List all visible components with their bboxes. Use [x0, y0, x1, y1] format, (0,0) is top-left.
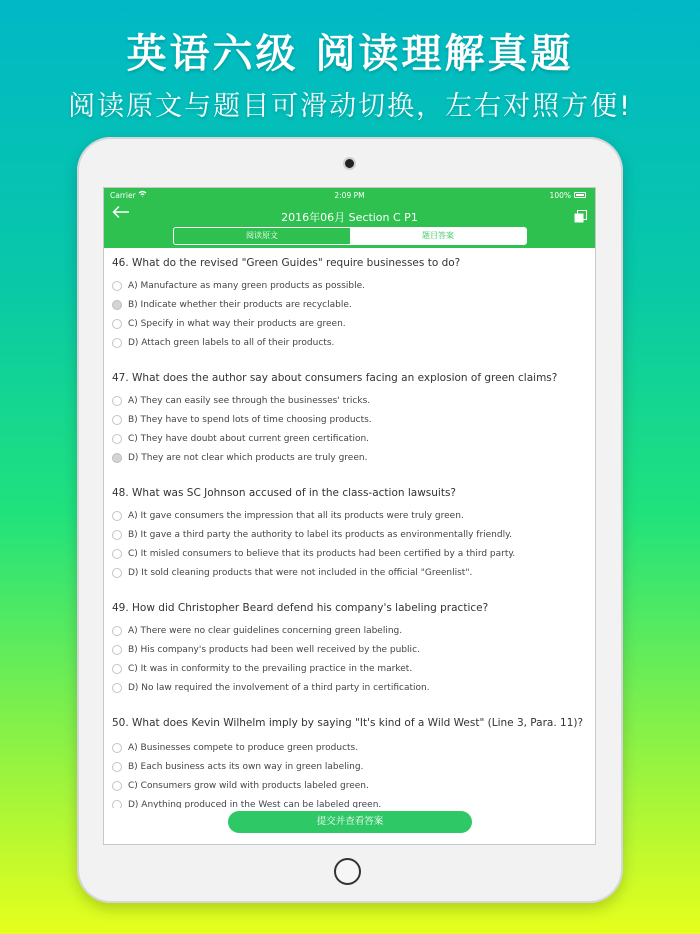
submit-answers-button[interactable]: 提交并查看答案 — [228, 811, 472, 833]
option-text: D) It sold cleaning products that were not included in the official "Greenlist". — [128, 568, 473, 578]
radio-button[interactable] — [112, 664, 122, 674]
home-button[interactable] — [334, 858, 361, 885]
nav-title: 2016年06月 Section C P1 — [281, 211, 418, 224]
option-text: B) They have to spend lots of time choosing products. — [128, 415, 372, 425]
tablet-frame — [77, 137, 623, 903]
radio-button[interactable] — [112, 549, 122, 559]
radio-button[interactable] — [112, 626, 122, 636]
radio-button[interactable] — [112, 743, 122, 753]
option-text: A) Manufacture as many green products as possible. — [128, 281, 366, 291]
radio-button[interactable] — [112, 781, 122, 791]
radio-button[interactable] — [112, 281, 122, 291]
option-text: C) They have doubt about current green certification. — [128, 434, 370, 444]
radio-button[interactable] — [112, 800, 122, 808]
carrier-label: Carrier — [110, 191, 136, 200]
questions-list — [104, 248, 595, 808]
option-text: D) Attach green labels to all of their products. — [128, 338, 335, 348]
promo-subline: 阅读原文与题目可滑动切换，左右对照方便! — [68, 91, 632, 122]
battery-icon — [574, 192, 586, 198]
bottom-bar — [104, 808, 595, 844]
segmented-control — [173, 227, 527, 245]
app-screen — [104, 188, 595, 844]
app-header — [104, 188, 595, 248]
option-text: C) Specify in what way their products are green. — [128, 319, 346, 329]
status-bar — [104, 188, 595, 202]
radio-button[interactable] — [112, 645, 122, 655]
promo-headline: 英语六级 阅读理解真题 — [126, 31, 574, 77]
question-title: 48. What was SC Johnson accused of in the class-action lawsuits? — [112, 487, 457, 499]
radio-button[interactable] — [112, 530, 122, 540]
option-text: A) There were no clear guidelines concerning green labeling. — [128, 626, 403, 636]
radio-button[interactable] — [112, 396, 122, 406]
battery-percent: 100% — [549, 191, 571, 200]
option-text: B) His company's products had been well received by the public. — [128, 645, 420, 655]
option-text: D) Anything produced in the West can be labeled green. — [128, 800, 382, 808]
radio-button[interactable] — [112, 683, 122, 693]
radio-button-selected[interactable] — [112, 300, 122, 310]
copy-icon[interactable] — [574, 208, 587, 221]
option-text: D) No law required the involvement of a third party in certification. — [128, 683, 430, 693]
status-time: 2:09 PM — [334, 191, 365, 200]
radio-button[interactable] — [112, 338, 122, 348]
option-text: B) It gave a third party the authority to label its products as environmentally friendly. — [128, 530, 512, 540]
radio-button[interactable] — [112, 319, 122, 329]
question-title: 50. What does Kevin Wilhelm imply by saying "It's kind of a Wild West" (Line 3, Para. 11)? — [112, 717, 584, 729]
option-text: C) It was in conformity to the prevailing practice in the market. — [128, 664, 413, 674]
option-text: B) Indicate whether their products are recyclable. — [128, 300, 352, 310]
option-text: C) It misled consumers to believe that its products had been certified by a third party. — [128, 549, 516, 559]
radio-button[interactable] — [112, 762, 122, 772]
option-text: A) It gave consumers the impression that all its products were truly green. — [128, 511, 464, 521]
tab-reading-text[interactable]: 阅读原文 — [174, 228, 350, 244]
camera-icon — [345, 159, 354, 168]
option-text: C) Consumers grow wild with products labeled green. — [128, 781, 369, 791]
question-title: 47. What does the author say about consumers facing an explosion of green claims? — [112, 372, 558, 384]
radio-button-selected[interactable] — [112, 453, 122, 463]
radio-button[interactable] — [112, 434, 122, 444]
radio-button[interactable] — [112, 568, 122, 578]
question-title: 46. What do the revised "Green Guides" require businesses to do? — [112, 257, 461, 269]
option-text: D) They are not clear which products are truly green. — [128, 453, 368, 463]
radio-button[interactable] — [112, 511, 122, 521]
option-text: B) Each business acts its own way in green labeling. — [128, 762, 364, 772]
radio-button[interactable] — [112, 415, 122, 425]
question-title: 49. How did Christopher Beard defend his company's labeling practice? — [112, 602, 489, 614]
tab-questions-answers[interactable]: 题目答案 — [350, 228, 526, 244]
option-text: A) Businesses compete to produce green products. — [128, 743, 359, 753]
option-text: A) They can easily see through the businesses' tricks. — [128, 396, 371, 406]
